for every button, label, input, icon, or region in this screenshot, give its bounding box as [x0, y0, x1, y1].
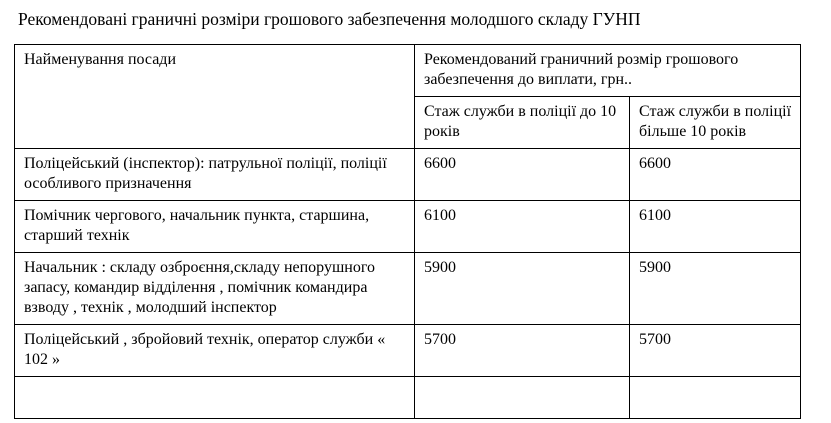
table-header-row-1: [15, 45, 801, 97]
row-amount-under-10: 6600: [415, 149, 630, 201]
row-amount-over-10: 5700: [630, 325, 801, 377]
rates-table-wrapper: [14, 44, 800, 419]
row-amount-under-10: [415, 377, 630, 419]
row-amount-under-10: 5700: [415, 325, 630, 377]
row-amount-under-10: 6100: [415, 201, 630, 253]
header-tenure-under-10: Стаж служби в поліції до 10 років: [415, 97, 630, 149]
row-position: Поліцейський , збройовий технік, оператор служби « 102 »: [15, 325, 415, 377]
row-position: Начальник : складу озброєння,складу непорушного запасу, командир відділення , помічник командира взводу , технік , молодший інспектор: [15, 253, 415, 325]
header-tenure-over-10: Стаж служби в поліції більше 10 років: [630, 97, 801, 149]
page-title: Рекомендовані граничні розміри грошового забезпечення молодшого складу ГУНП: [18, 9, 641, 29]
table-row: [15, 325, 801, 377]
table-row: [15, 149, 801, 201]
header-amount-group: Рекомендований граничний розмір грошового забезпечення до виплати, грн..: [415, 45, 801, 97]
row-amount-over-10: 6600: [630, 149, 801, 201]
row-amount-over-10: 5900: [630, 253, 801, 325]
row-position: Поліцейський (інспектор): патрульної поліції, поліції особливого призначення: [15, 149, 415, 201]
table-row: [15, 253, 801, 325]
table-row-empty: [15, 377, 801, 419]
row-position: Помічник чергового, начальник пункта, старшина, старший технік: [15, 201, 415, 253]
rates-table: [14, 44, 801, 419]
row-amount-over-10: [630, 377, 801, 419]
row-amount-over-10: 6100: [630, 201, 801, 253]
row-amount-under-10: 5900: [415, 253, 630, 325]
row-position: [15, 377, 415, 419]
table-row: [15, 201, 801, 253]
header-position: Найменування посади: [15, 45, 415, 149]
